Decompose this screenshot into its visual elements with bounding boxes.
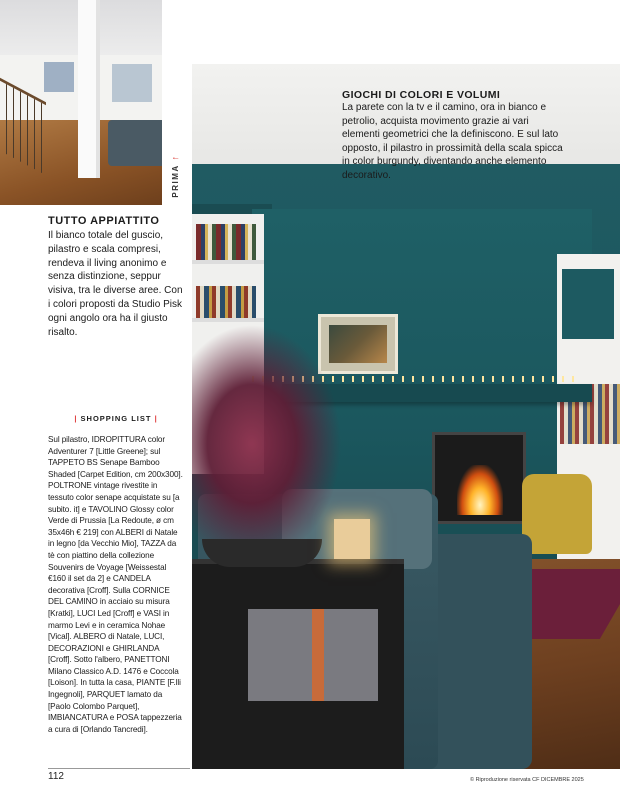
photo-fire (457, 465, 503, 515)
photo-armchair (522, 474, 592, 554)
shopping-list-title: SHOPPING LIST (80, 414, 152, 423)
before-photo-pillar (78, 0, 100, 178)
copyright-note: © Riproduzione riservata CF DICEMBRE 2025 (470, 777, 584, 783)
photo-shelf-board (192, 260, 264, 264)
photo-shelf-board (192, 318, 264, 322)
before-heading: TUTTO APPIATTITO (48, 215, 160, 227)
caption-text: La parete con la tv e il camino, ora in bianco e petrolio, acquista movimento grazie ai vari elementi geometrici che la definiscono. E sul lato opposto, il pilastro in prossimità della scala spicca in color burgundy, diventando anche elemento decorativo. (342, 102, 563, 181)
page-number: 112 (48, 771, 64, 782)
photo-books-upper (196, 224, 256, 260)
footer-rule (48, 768, 190, 769)
photo-gift-ribbon (312, 609, 324, 701)
before-photo (0, 0, 162, 205)
arrow-up-icon: ↑ (170, 154, 180, 161)
before-side-label-text: PRIMA (170, 164, 180, 198)
shopping-list-heading: | SHOPPING LIST | (74, 414, 158, 423)
photo-right-panel (562, 269, 614, 339)
photo-fireplace (432, 432, 526, 524)
caption-heading: GIOCHI DI COLORI E VOLUMI (342, 89, 501, 101)
before-photo-sofa (108, 120, 162, 166)
before-text: Il bianco totale del guscio, pilastro e scala compresi, rendeva il living anonimo e senza distinzione, seppur visiva, tra le diverse aree. Con i colori proposti da Studio Pisk ogni angolo ora ha il giusto risalto. (48, 230, 183, 338)
photo-plant (192, 324, 342, 564)
photo-candle (334, 519, 370, 559)
shopping-list-text: Sul pilastro, IDROPITTURA color Adventurer 7 [Little Greene]; sul TAPPETO BS Senape Bamboo Shaded [Carpet Edition, cm 200x300]. POLTRONE vintage rivestite in tessuto color senape acquistate su [a subito. it] e TAVOLINO Glossy color Verde di Prussia [La Redoute, ø cm 35x46h € 219] con ALBERI di Natale in legno [da Vecchio Mio], TAZZA da tè con piattino della collezione Souvenirs de Voyage [Weissestal €160 il set da 2] e CANDELA decorativa [Croff]. Sulla CORNICE DEL CAMINO in acciaio su misura [Kratki], LUCI Led [Croff] e VASI in marmo Levi e in ceramica Nohae [Vical]. ALBERO di Natale, LUCI, DECORAZIONI e GHIRLANDA [Croff]. Sotto l'albero, PANETTONI Milano Classico A.D. 1476 e Coccola [Loison]. In tutta la casa, PIANTE [F.lli Ingegnoli], PARQUET lamato da [Paolo Colombo Parquet], IMBIANCATURA e POSA tappezzeria a cura di [Orlando Tancredi]. (48, 435, 183, 734)
before-photo-window-right (112, 64, 152, 102)
before-photo-window (44, 62, 74, 92)
before-side-label (165, 154, 185, 198)
photo-bowl (202, 539, 322, 567)
photo-books-lower (196, 286, 256, 318)
